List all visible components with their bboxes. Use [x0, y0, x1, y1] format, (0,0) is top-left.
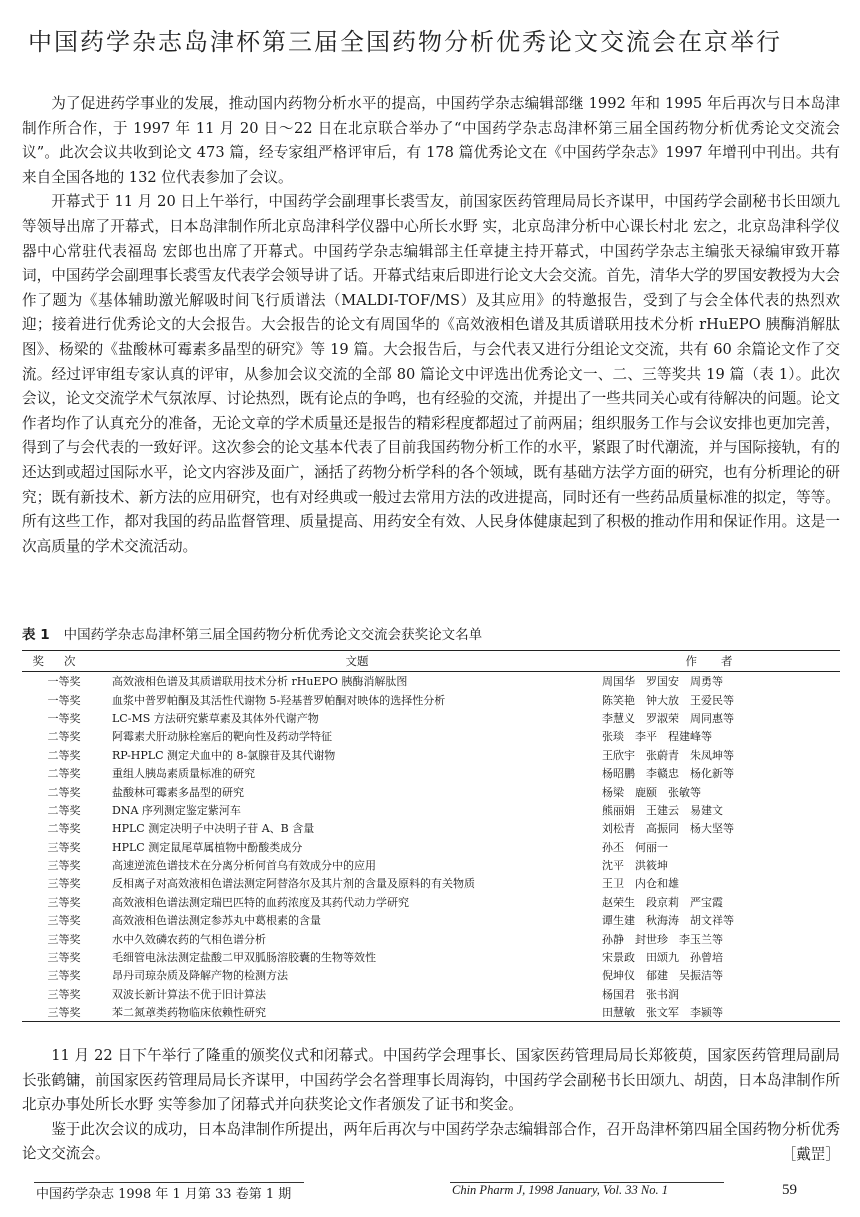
table-body — [22, 672, 840, 1022]
cell-title: 反相离子对高效液相色谱法测定阿替洛尔及其片剂的含量及原料的有关物质 — [112, 877, 475, 891]
cell-rank: 三等奖 — [47, 932, 81, 946]
table-row — [22, 893, 840, 911]
header-rank: 奖次 — [22, 651, 106, 672]
cell-authors: 沈平 洪筱坤 — [602, 859, 668, 873]
cell-title: 双波长新计算法不优于旧计算法 — [112, 987, 266, 1001]
cell-title: 高效液相色谱法测定瑞巴匹特的血药浓度及其药代动力学研究 — [112, 895, 409, 909]
cell-authors: 田慧敏 张文军 李颍等 — [602, 1003, 840, 1022]
table-caption-text: 中国药学杂志岛津杯第三届全国药物分析优秀论文交流会获奖论文名单 — [63, 627, 483, 643]
table-row — [22, 782, 840, 800]
cell-authors: 张琰 李平 程建峰等 — [602, 730, 712, 744]
table-row — [22, 746, 840, 764]
cell-rank: 三等奖 — [47, 877, 81, 891]
cell-authors: 李慧义 罗淑荣 周同惠等 — [602, 711, 734, 725]
paragraph-opening-ceremony: 开幕式于 11 月 20 日上午举行，中国药学会副理事长裘雪友，前国家医药管理局局长齐谋甲，中国药学会副秘书长田颂九等领导出席了开幕式，日本岛津制作所北京岛津科学仪器中心所长水野 实，北京岛津分析中心课长村北 宏之，北京岛津科学仪器中心常驻代表福岛 宏郎也出席了开幕式。中国药学杂志编辑部主任章捷主持开幕式，中国药学杂志主编张天禄编审致开幕词，中国药学会副理事长裘雪友代表学会领导讲了话。开幕式结束后即进行论文大会交流。首先，清华大学的罗国安教授为大会作了题为《基体辅助激光解吸时间飞行质谱法（MALDI-TOF/MS）及其应用》的特邀报告，受到了与会全体代表的热烈欢迎；接着进行优秀论文的大会报告。大会报告的论文有周国华的《高效液相色谱及其质谱联用技术分析 rHuEPO 胰酶消解肽图》、杨梁的《盐酸林可霉素多晶型的研究》等 19 篇。大会报告后，与会代表又进行分组论文交流，共有 60 余篇论文作了交流。经过评审组专家认真的评审，从参加会议交流的全部 80 篇论文中评选出优秀论文一、二、三等奖共 19 篇（表 1）。此次会议，论文交流学术气氛浓厚、讨论热烈，既有论点的争鸣，也有经验的交流，并提出了一些共同关心或有待解决的问题。论文作者均作了认真充分的准备，无论文章的学术质量还是报告的精彩程度都超过了前两届；组织服务工作与会议安排也更加完善，得到了与会代表的一致好评。这次参会的论文基本代表了目前我国药物分析工作的水平，紧跟了时代潮流，并与国际接轨，有的还达到或超过国际水平，论文内容涉及面广，涵括了药物分析学科的各个领域，既有基础方法学方面的研究，也有分析理论的研究；既有新技术、新方法的应用研究，也有对经典或一般过去常用方法的改进提高，同时还有一些药品质量标准的拟定，等等。所有这些工作，都对我国的药品监督管理、质量提高、用药安全有效、人民身体健康起到了积极的推动作用和保证作用。这是一次高质量的学术交流活动。 — [22, 193, 840, 555]
table-row — [22, 948, 840, 966]
cell-authors: 孙丕 何丽一 — [602, 840, 668, 854]
cell-rank: 三等奖 — [22, 1003, 106, 1022]
cell-authors: 杨昭鹏 李赣忠 杨化新等 — [602, 767, 734, 781]
cell-title: HPLC 测定决明子中决明子苷 A、B 含量 — [112, 822, 315, 836]
table-header-row — [22, 651, 840, 672]
cell-rank: 三等奖 — [47, 914, 81, 928]
cell-rank: 二等奖 — [47, 730, 81, 744]
cell-rank: 一等奖 — [47, 675, 81, 689]
table-row — [22, 727, 840, 745]
table-row — [22, 1003, 840, 1022]
cell-rank: 三等奖 — [47, 987, 81, 1001]
paragraph-intro: 为了促进药学事业的发展，推动国内药物分析水平的提高，中国药学杂志编辑部继 1992 年和 1995 年后再次与日本岛津制作所合作，于 1997 年 11 月 20 日～22 日在北京联合举办了“中国药学杂志岛津杯第三届全国药物分析优秀论文交流会议”。此次会议共收到论文 473 篇，经专家组严格评审后，有 178 篇优秀论文在《中国药学杂志》1997 年增刊中刊出。共有来自全国各地的 132 位代表参加了会议。 — [22, 95, 840, 186]
cell-title: 血浆中普罗帕酮及其活性代谢物 5-羟基普罗帕酮对映体的选择性分析 — [112, 693, 446, 707]
cell-authors: 陈笑艳 钟大放 王爱民等 — [602, 693, 734, 707]
cell-rank: 三等奖 — [47, 895, 81, 909]
cell-rank: 二等奖 — [47, 767, 81, 781]
header-authors: 作者 — [602, 651, 840, 672]
cell-rank: 一等奖 — [47, 711, 81, 725]
table-row — [22, 911, 840, 929]
cell-title: 水中久效磷农药的气相色谱分析 — [112, 932, 266, 946]
table-row — [22, 856, 840, 874]
cell-rank: 二等奖 — [47, 822, 81, 836]
cell-title: 高效液相色谱法测定参苏丸中葛根素的含量 — [112, 914, 321, 928]
cell-authors: 熊丽娟 王建云 易建文 — [602, 803, 723, 817]
cell-authors: 孙静 封世珍 李玉兰等 — [602, 932, 723, 946]
paragraph-closing-ceremony: 11 月 22 日下午举行了隆重的颁奖仪式和闭幕式。中国药学会理事长、国家医药管理局局长郑筱萸，国家医药管理局副局长张鹤镛，前国家医药管理局局长齐谋甲，中国药学会名誉理事长周海钧，中国药学会副秘书长田颂九、胡茵，日本岛津制作所北京办事处所长水野 实等参加了闭幕式并向获奖论文作者颁发了证书和奖金。 — [22, 1047, 840, 1114]
table-row — [22, 874, 840, 892]
table-label: 表 1 — [22, 627, 50, 643]
cell-rank: 三等奖 — [47, 951, 81, 965]
cell-rank: 三等奖 — [47, 840, 81, 854]
cell-authors: 杨国君 张书润 — [602, 987, 679, 1001]
article-closing — [22, 1044, 840, 1168]
cell-authors: 杨梁 鹿颐 张敏等 — [602, 785, 701, 799]
footer-journal-chinese: 中国药学杂志 1998 年 1 月第 33 卷第 1 期 — [36, 1187, 292, 1202]
cell-title: 昂丹司琼杂质及降解产物的检测方法 — [112, 969, 288, 983]
awards-table — [22, 650, 840, 1022]
cell-title: DNA 序列测定鉴定紫河车 — [112, 803, 241, 817]
cell-rank: 三等奖 — [47, 969, 81, 983]
cell-authors: 刘松青 高振同 杨大坚等 — [602, 822, 734, 836]
author-signature: ［戴罡］ — [781, 1145, 840, 1163]
cell-authors: 王卫 内仓和雄 — [602, 877, 679, 891]
cell-title: 苯二氮䓬类药物临床依赖性研究 — [106, 1003, 602, 1022]
cell-title: HPLC 测定鼠尾草属植物中酚酸类成分 — [112, 840, 303, 854]
table-row — [22, 801, 840, 819]
cell-rank: 三等奖 — [47, 859, 81, 873]
table-row — [22, 929, 840, 947]
paragraph-next-meeting: 鉴于此次会议的成功，日本岛津制作所提出，两年后再次与中国药学杂志编辑部合作，召开岛津杯第四届全国药物分析优秀论文交流会。 — [22, 1120, 840, 1163]
cell-rank: 二等奖 — [47, 803, 81, 817]
cell-title: 重组人胰岛素质量标准的研究 — [112, 767, 255, 781]
header-title: 文题 — [106, 651, 602, 672]
cell-title: LC-MS 方法研究紫草素及其体外代谢产物 — [112, 711, 319, 725]
cell-rank: 二等奖 — [47, 748, 81, 762]
cell-authors: 赵荣生 段京莉 严宝霞 — [602, 895, 723, 909]
cell-rank: 一等奖 — [47, 693, 81, 707]
cell-title: RP-HPLC 测定犬血中的 8-氯腺苷及其代谢物 — [112, 748, 336, 762]
table-row — [22, 819, 840, 837]
page-number: 59 — [782, 1182, 797, 1198]
cell-title: 盐酸林可霉素多晶型的研究 — [112, 785, 244, 799]
cell-authors: 王欣宇 张蔚青 朱凤坤等 — [602, 748, 734, 762]
cell-title: 高速逆流色谱技术在分离分析何首乌有效成分中的应用 — [112, 859, 376, 873]
table-row — [22, 690, 840, 708]
table-row — [22, 709, 840, 727]
cell-authors: 宋景政 田颂九 孙曾培 — [602, 951, 723, 965]
table-row — [22, 672, 840, 691]
table-caption — [22, 623, 840, 643]
cell-rank: 二等奖 — [47, 785, 81, 799]
footer-journal-english: Chin Pharm J, 1998 January, Vol. 33 No. 1 — [452, 1183, 668, 1197]
table-row — [22, 985, 840, 1003]
article-title: 中国药学杂志岛津杯第三届全国药物分析优秀论文交流会在京举行 — [28, 28, 782, 56]
cell-title: 毛细管电泳法测定盐酸二甲双胍肠溶胶囊的生物等效性 — [112, 951, 376, 965]
table-row — [22, 838, 840, 856]
article-body — [22, 92, 840, 559]
cell-authors: 谭生建 秋海涛 胡文祥等 — [602, 914, 734, 928]
cell-authors: 倪坤仪 郁建 吴振洁等 — [602, 969, 723, 983]
cell-title: 高效液相色谱及其质谱联用技术分析 rHuEPO 胰酶消解肽图 — [112, 675, 408, 689]
table-row — [22, 764, 840, 782]
cell-title: 阿霉素犬肝动脉栓塞后的靶向性及药动学特征 — [112, 730, 332, 744]
table-row — [22, 966, 840, 984]
cell-authors: 周国华 罗国安 周勇等 — [602, 675, 723, 689]
